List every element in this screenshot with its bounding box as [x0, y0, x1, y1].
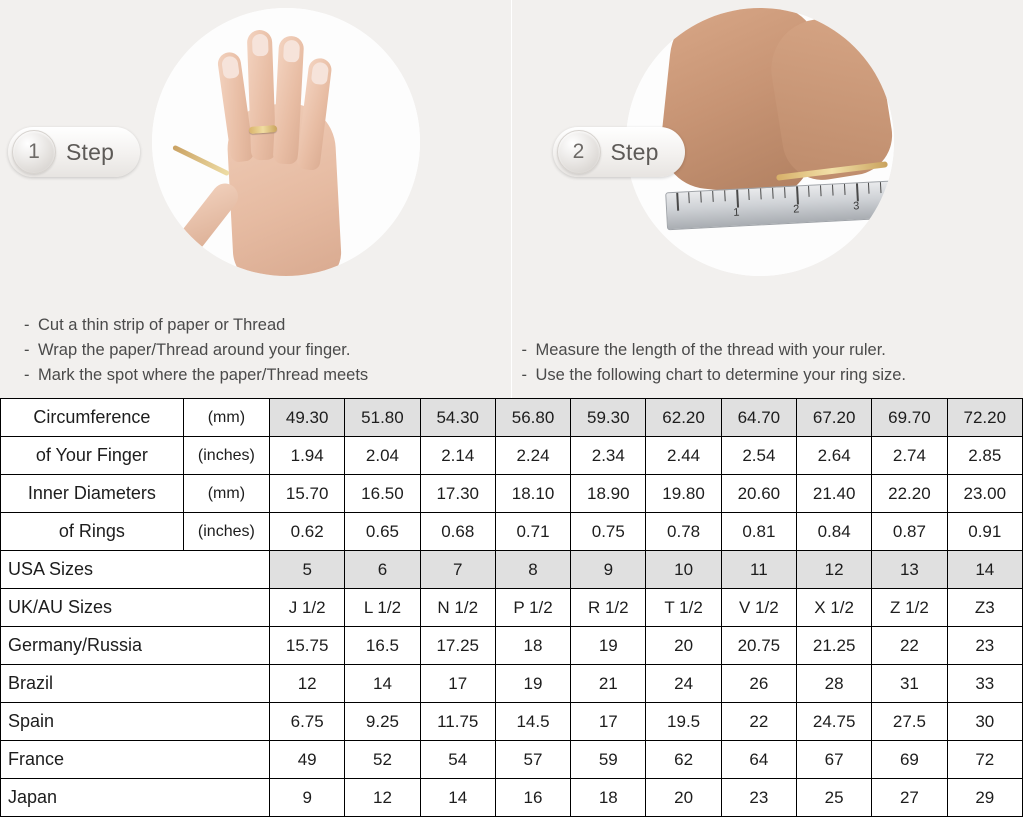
cell: 15.75	[270, 627, 345, 665]
step-1-photo	[152, 8, 420, 276]
cell: 0.75	[571, 513, 646, 551]
cell: 33	[947, 665, 1022, 703]
bullet-line	[522, 338, 1014, 363]
cell: 56.80	[495, 399, 570, 437]
bullet-line	[24, 313, 501, 338]
cell: 17	[571, 703, 646, 741]
cell: 16.50	[345, 475, 420, 513]
cell: 21	[571, 665, 646, 703]
step-2-bullets	[522, 338, 1014, 388]
cell: 2.44	[646, 437, 721, 475]
row-label: USA Sizes	[1, 551, 270, 589]
cell: N 1/2	[420, 589, 495, 627]
cell: 54	[420, 741, 495, 779]
table-body	[1, 399, 1023, 817]
cell: 9	[270, 779, 345, 817]
cell: 2.64	[797, 437, 872, 475]
cell: 14	[420, 779, 495, 817]
cell: Z 1/2	[872, 589, 947, 627]
row-unit: (mm)	[183, 475, 269, 513]
row-label: of Rings	[1, 513, 184, 551]
cell: 17.25	[420, 627, 495, 665]
cell: 0.62	[270, 513, 345, 551]
fingernail-icon	[251, 34, 268, 57]
bullet-line	[24, 363, 501, 388]
cell: 24	[646, 665, 721, 703]
cell: V 1/2	[721, 589, 796, 627]
cell: 0.84	[797, 513, 872, 551]
cell: 59.30	[571, 399, 646, 437]
cell: 19.80	[646, 475, 721, 513]
bullet-text: Cut a thin strip of paper or Thread	[38, 316, 286, 334]
cell: 22.20	[872, 475, 947, 513]
cell: 24.75	[797, 703, 872, 741]
cell: 0.91	[947, 513, 1022, 551]
cell: 49.30	[270, 399, 345, 437]
cell: 18.10	[495, 475, 570, 513]
ruler-number: 2	[792, 203, 800, 216]
fingernail-icon	[282, 40, 299, 63]
cell: L 1/2	[345, 589, 420, 627]
bullet-line	[522, 363, 1014, 388]
row-label: of Your Finger	[1, 437, 184, 475]
cell: 2.74	[872, 437, 947, 475]
cell: 27.5	[872, 703, 947, 741]
cell: 23.00	[947, 475, 1022, 513]
table-row	[1, 475, 1023, 513]
cell: 27	[872, 779, 947, 817]
bullet-text: Mark the spot where the paper/Thread meets	[38, 366, 369, 384]
cell: 59	[571, 741, 646, 779]
ruler-number: 3	[852, 200, 860, 213]
cell: 64	[721, 741, 796, 779]
cell: 26	[721, 665, 796, 703]
cell: 22	[721, 703, 796, 741]
cell: 15.70	[270, 475, 345, 513]
step-1-bullets	[24, 313, 501, 388]
step-1-panel	[0, 0, 511, 398]
row-label: Japan	[1, 779, 270, 817]
cell: 64.70	[721, 399, 796, 437]
cell: Z3	[947, 589, 1022, 627]
table-row	[1, 703, 1023, 741]
cell: 49	[270, 741, 345, 779]
cell: 67	[797, 741, 872, 779]
cell: X 1/2	[797, 589, 872, 627]
cell: 22	[872, 627, 947, 665]
cell: 14	[345, 665, 420, 703]
row-label: Germany/Russia	[1, 627, 270, 665]
cell: 62.20	[646, 399, 721, 437]
step-2-number: 2	[557, 130, 601, 174]
cell: 0.87	[872, 513, 947, 551]
cell: 20	[646, 779, 721, 817]
cell: 1.94	[270, 437, 345, 475]
bullet-text: Measure the length of the thread with your ruler.	[535, 341, 886, 359]
cell: 12	[797, 551, 872, 589]
cell: 21.40	[797, 475, 872, 513]
cell: 7	[420, 551, 495, 589]
row-label: Circumference	[1, 399, 184, 437]
cell: 16	[495, 779, 570, 817]
cell: R 1/2	[571, 589, 646, 627]
row-label: France	[1, 741, 270, 779]
row-label: Inner Diameters	[1, 475, 184, 513]
cell: 9.25	[345, 703, 420, 741]
cell: 69.70	[872, 399, 947, 437]
cell: 52	[345, 741, 420, 779]
table-row	[1, 513, 1023, 551]
cell: 18.90	[571, 475, 646, 513]
cell: 0.78	[646, 513, 721, 551]
ring-size-table	[0, 398, 1023, 817]
cell: P 1/2	[495, 589, 570, 627]
row-unit: (mm)	[183, 399, 269, 437]
cell: 0.81	[721, 513, 796, 551]
row-label: Spain	[1, 703, 270, 741]
bullet-line	[24, 338, 501, 363]
cell: 19.5	[646, 703, 721, 741]
ruler-number: 1	[732, 206, 740, 219]
instructions-section	[0, 0, 1023, 398]
bullet-text: Use the following chart to determine your ring size.	[535, 366, 907, 384]
cell: 19	[571, 627, 646, 665]
cell: T 1/2	[646, 589, 721, 627]
cell: 16.5	[345, 627, 420, 665]
cell: 2.14	[420, 437, 495, 475]
cell: 8	[495, 551, 570, 589]
cell: 2.04	[345, 437, 420, 475]
row-unit: (inches)	[183, 437, 269, 475]
cell: 17	[420, 665, 495, 703]
cell: 30	[947, 703, 1022, 741]
fingernail-icon	[310, 61, 329, 85]
cell: 14	[947, 551, 1022, 589]
dash-icon: -	[24, 341, 30, 359]
fingernail-icon	[220, 55, 239, 79]
cell: 21.25	[797, 627, 872, 665]
cell: 6.75	[270, 703, 345, 741]
cell: 69	[872, 741, 947, 779]
dash-icon: -	[521, 341, 527, 359]
cell: 17.30	[420, 475, 495, 513]
cell: 20.60	[721, 475, 796, 513]
finger-illustration	[247, 30, 277, 161]
cell: 18	[495, 627, 570, 665]
step-2-label: Step	[610, 138, 659, 165]
cell: 25	[797, 779, 872, 817]
cell: 29	[947, 779, 1022, 817]
cell: J 1/2	[270, 589, 345, 627]
cell: 23	[947, 627, 1022, 665]
cell: 11.75	[420, 703, 495, 741]
cell: 62	[646, 741, 721, 779]
bullet-text: Wrap the paper/Thread around your finger.	[38, 341, 351, 359]
cell: 12	[345, 779, 420, 817]
dash-icon: -	[24, 316, 30, 334]
step-2-badge	[553, 127, 685, 177]
cell: 20.75	[721, 627, 796, 665]
row-label: UK/AU Sizes	[1, 589, 270, 627]
row-unit: (inches)	[183, 513, 269, 551]
cell: 0.68	[420, 513, 495, 551]
table-row	[1, 741, 1023, 779]
cell: 57	[495, 741, 570, 779]
cell: 54.30	[420, 399, 495, 437]
cell: 51.80	[345, 399, 420, 437]
cell: 18	[571, 779, 646, 817]
step-1-number: 1	[12, 130, 56, 174]
table-row	[1, 627, 1023, 665]
cell: 5	[270, 551, 345, 589]
step-1-label: Step	[66, 138, 115, 165]
cell: 19	[495, 665, 570, 703]
cell: 2.54	[721, 437, 796, 475]
cell: 2.34	[571, 437, 646, 475]
step-2-panel	[511, 0, 1023, 398]
cell: 67.20	[797, 399, 872, 437]
step-1-badge	[8, 127, 140, 177]
cell: 72.20	[947, 399, 1022, 437]
dash-icon: -	[24, 366, 30, 384]
cell: 11	[721, 551, 796, 589]
table-row	[1, 779, 1023, 817]
cell: 28	[797, 665, 872, 703]
cell: 9	[571, 551, 646, 589]
cell: 0.71	[495, 513, 570, 551]
table-row	[1, 665, 1023, 703]
cell: 12	[270, 665, 345, 703]
cell: 72	[947, 741, 1022, 779]
table-row	[1, 437, 1023, 475]
table-row	[1, 399, 1023, 437]
cell: 14.5	[495, 703, 570, 741]
cell: 0.65	[345, 513, 420, 551]
cell: 23	[721, 779, 796, 817]
cell: 13	[872, 551, 947, 589]
cell: 31	[872, 665, 947, 703]
table-row	[1, 551, 1023, 589]
table-row	[1, 589, 1023, 627]
row-label: Brazil	[1, 665, 270, 703]
cell: 2.85	[947, 437, 1022, 475]
cell: 20	[646, 627, 721, 665]
cell: 2.24	[495, 437, 570, 475]
cell: 10	[646, 551, 721, 589]
dash-icon: -	[521, 366, 527, 384]
cell: 6	[345, 551, 420, 589]
